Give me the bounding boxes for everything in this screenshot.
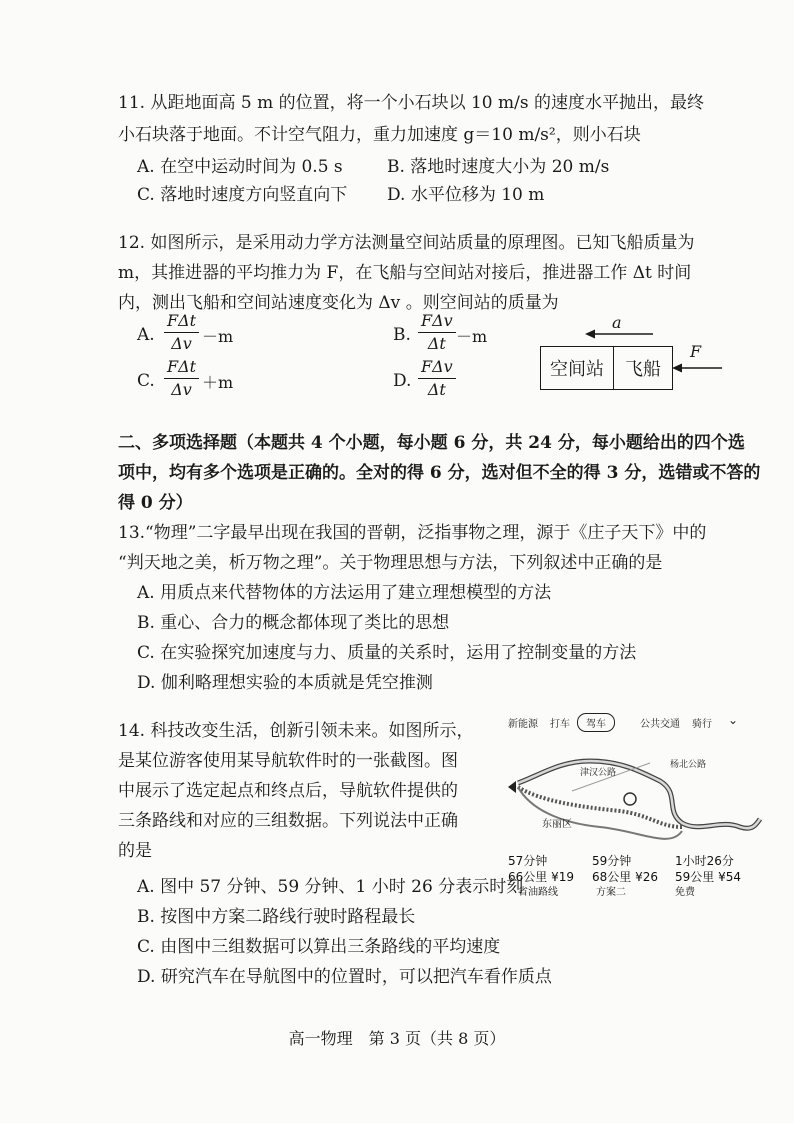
force-label: F (690, 342, 702, 361)
route-3-distance: 59公里 (675, 870, 715, 884)
route-1-toll: ¥19 (551, 870, 575, 884)
q11-option-d: D. 水平位移为 10 m (387, 185, 545, 205)
q14-stem-line4: 三条路线和对应的三组数据。下列说法中正确 (118, 811, 458, 831)
route-3-time: 1小时26分 (675, 854, 734, 868)
route-3-toll: ¥54 (718, 870, 742, 884)
q12-option-a-label: A. (137, 325, 155, 345)
route-option-2 (592, 853, 658, 901)
q14-option-b: B. 按图中方案二路线行驶时路程最长 (137, 907, 416, 927)
route-1-name: 省油路线 (518, 887, 558, 898)
route-2-distance: 68公里 (592, 870, 632, 884)
section2-header-line2: 项中，均有多个选项是正确的。全对的得 6 分，选对但不全的得 3 分，选错或不答的 (118, 463, 761, 483)
q11-option-b: B. 落地时速度大小为 20 m/s (387, 157, 610, 177)
section2-header-line1: 二、多项选择题（本题共 4 个小题，每小题 6 分，共 24 分，每小题给出的四个选 (118, 433, 745, 453)
force-arrow-icon (672, 362, 724, 374)
route-1-time: 57分钟 (508, 854, 548, 868)
navigation-map (500, 713, 790, 900)
q12-stem-line1: 12. 如图所示，是采用动力学方法测量空间站质量的原理图。已知飞船质量为 (118, 233, 695, 253)
map-marker (624, 793, 636, 805)
route-3-name: 免费 (675, 887, 695, 898)
q14-option-a: A. 图中 57 分钟、59 分钟、1 小时 26 分表示时刻 (137, 877, 524, 897)
route-2-toll: ¥26 (635, 870, 659, 884)
q14-stem-line3: 中展示了选定起点和终点后，导航软件提供的 (118, 781, 458, 801)
spaceship-box: 飞船 (613, 346, 673, 390)
q11-option-c: C. 落地时速度方向竖直向下 (137, 185, 348, 205)
q13-option-d: D. 伽利略理想实验的本质就是凭空推测 (137, 673, 433, 693)
q11-option-a: A. 在空中运动时间为 0.5 s (137, 157, 343, 177)
route-1-distance: 66公里 (508, 870, 548, 884)
map-tab-new-energy: 新能源 (508, 719, 538, 730)
acceleration-arrow-icon (585, 328, 655, 340)
route-2-name: 方案二 (596, 887, 626, 898)
map-tab-cycle: 骑行 (692, 719, 712, 730)
q12-option-b-suffix: －m (456, 327, 488, 346)
q12-option-d-label: D. (393, 371, 412, 391)
q14-stem-line1: 14. 科技改变生活，创新引领未来。如图所示， (118, 721, 474, 741)
q14-stem-line2: 是某位游客使用某导航软件时的一张截图。图 (118, 751, 458, 771)
q12-option-b-numerator: FΔv (418, 311, 456, 333)
q14-option-c: C. 由图中三组数据可以算出三条路线的平均速度 (137, 937, 501, 957)
route-option-3 (675, 853, 741, 901)
q12-option-a-denominator: Δv (171, 334, 192, 353)
q12-option-c-suffix: ＋m (202, 373, 234, 392)
q12-option-a-numerator: FΔt (164, 311, 199, 333)
q12-option-a-fraction (164, 311, 199, 354)
q12-option-b-denominator: Δt (427, 334, 446, 353)
q12-option-d-denominator: Δt (427, 380, 446, 399)
acceleration-label: a (612, 313, 622, 332)
q12-option-c-denominator: Δv (171, 380, 192, 399)
q12-option-b-fraction (418, 311, 456, 354)
chevron-down-icon: ⌄ (728, 713, 739, 727)
space-station-box: 空间站 (540, 346, 614, 390)
route-2-time: 59分钟 (592, 854, 632, 868)
route-option-1 (508, 853, 574, 901)
q12-option-d-fraction (418, 357, 456, 400)
page-footer: 高一物理 第 3 页（共 8 页） (288, 1029, 506, 1048)
q12-option-c-label: C. (137, 371, 155, 391)
map-tab-taxi: 打车 (550, 719, 570, 730)
map-place-1: 津汉公路 (580, 768, 617, 778)
q12-option-c-fraction (164, 357, 199, 400)
map-tab-drive: 驾车 (577, 713, 615, 732)
q13-stem-line1: 13.“物理”二字最早出现在我国的晋朝，泛指事物之理，源于《庄子天下》中的 (118, 523, 707, 543)
map-place-2: 杨北公路 (670, 760, 707, 770)
q13-option-a: A. 用质点来代替物体的方法运用了建立理想模型的方法 (137, 583, 552, 603)
q12-stem-line2: m，其推进器的平均推力为 F，在飞船与空间站对接后，推进器工作 Δt 时间 (118, 263, 692, 283)
q12-stem-line3: 内，测出飞船和空间站速度变化为 Δv 。则空间站的质量为 (118, 293, 559, 313)
section2-header-line3: 得 0 分） (118, 493, 193, 513)
q12-option-c-numerator: FΔt (164, 357, 199, 379)
q12-option-a-suffix: －m (202, 327, 234, 346)
route-path-3 (518, 787, 682, 839)
q13-option-c: C. 在实验探究加速度与力、质量的关系时，运用了控制变量的方法 (137, 643, 637, 663)
q11-stem-line1: 11. 从距地面高 5 m 的位置，将一个小石块以 10 m/s 的速度水平抛出，最终 (118, 93, 705, 113)
map-routes-svg (500, 731, 790, 853)
map-place-0: 东丽区 (542, 819, 572, 830)
map-tab-transit: 公共交通 (640, 719, 680, 730)
q11-stem-line2: 小石块落于地面。不计空气阻力，重力加速度 g＝10 m/s²，则小石块 (118, 125, 641, 145)
q14-option-d: D. 研究汽车在导航图中的位置时，可以把汽车看作质点 (137, 967, 552, 987)
q12-option-d-numerator: FΔv (418, 357, 456, 379)
q14-stem-line5: 的是 (118, 841, 152, 861)
q12-option-b-label: B. (393, 325, 411, 345)
start-point-icon (508, 781, 516, 793)
q13-option-b: B. 重心、合力的概念都体现了类比的思想 (137, 613, 450, 633)
q13-stem-line2: “判天地之美，析万物之理”。关于物理思想与方法，下列叙述中正确的是 (118, 553, 663, 573)
